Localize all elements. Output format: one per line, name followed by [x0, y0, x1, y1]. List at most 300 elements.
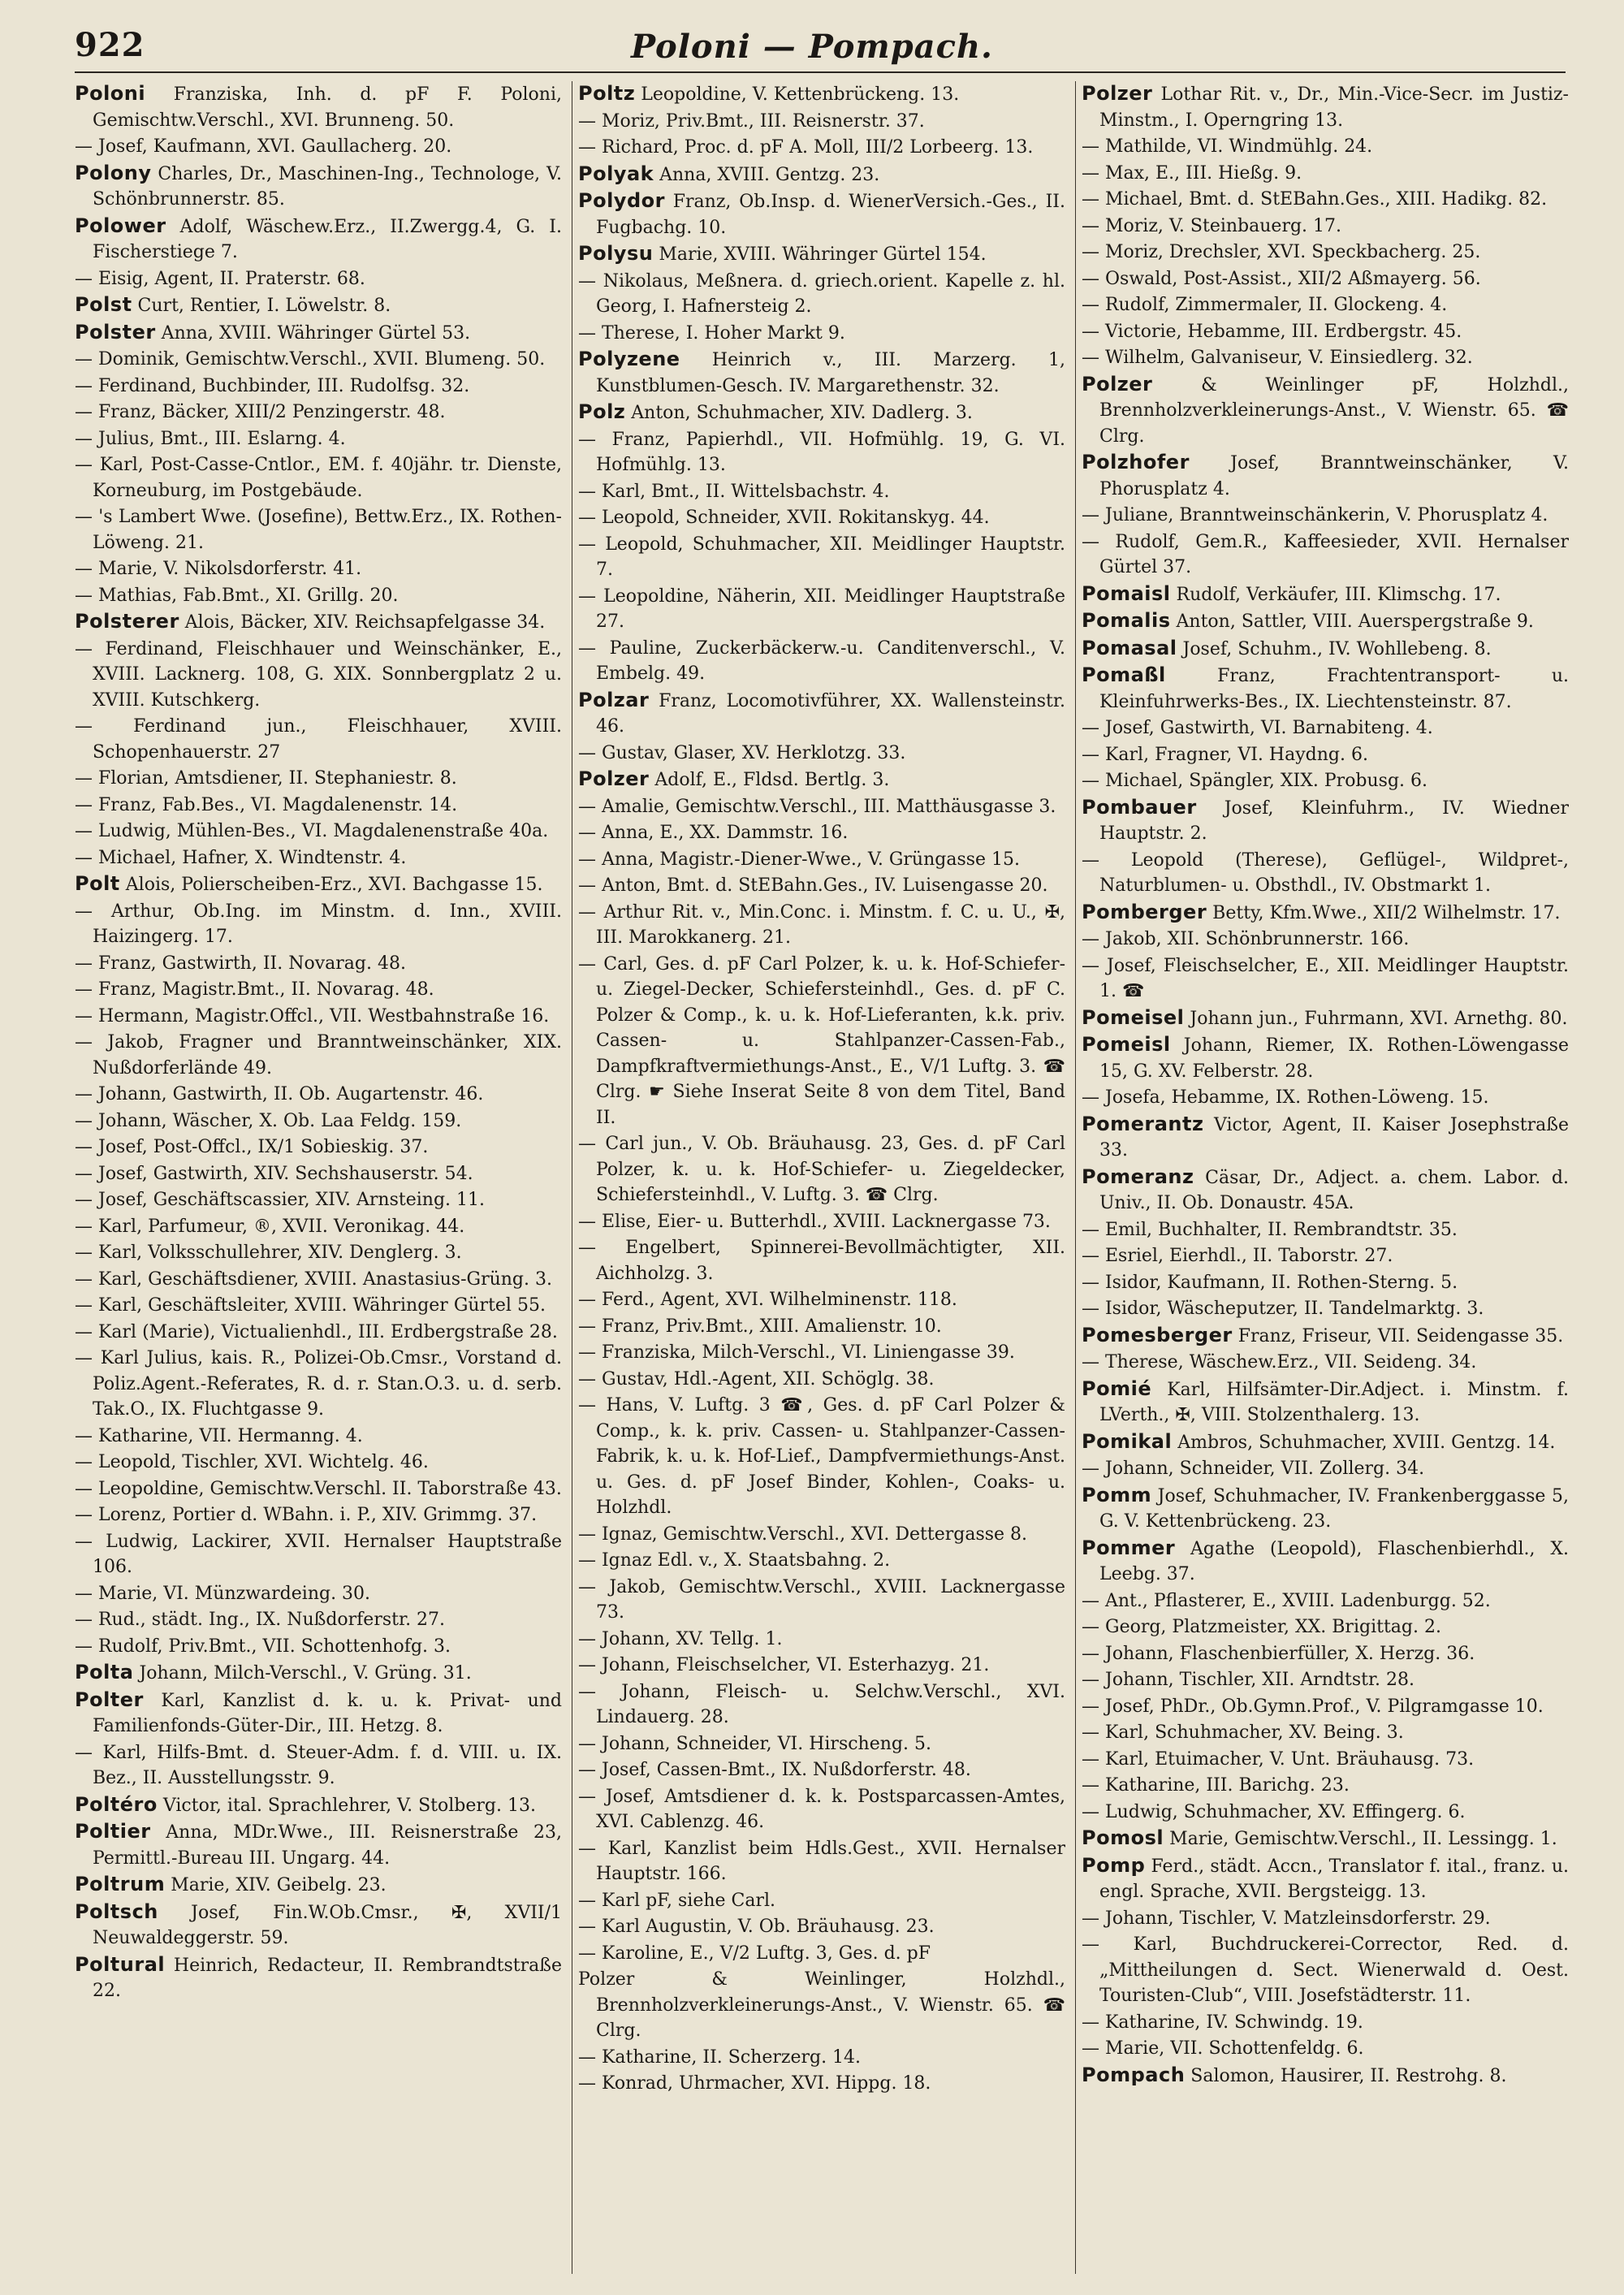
- directory-entry: [1082, 1456, 1569, 1482]
- entry-text: — Karl (Marie), Victualienhdl., III. Erdbergstraße 28.: [75, 1321, 558, 1342]
- directory-entry: [1082, 503, 1569, 529]
- entry-text: — Carl, Ges. d. pF Carl Polzer, k. u. k. Hof-Schiefer- u. Ziegel-Decker, Schiefersteinhdl., Ges. d. pF C. Polzer & Comp., k. u. k. Hof-Lieferanten, k.k. priv. Cassen- u. Stahlpanzer-Cassen-Fab., Dampfkraftvermiethungs-Anst., E., V/1 Luftg. 3. ☎ Clrg. ☛ Siehe Inserat Seite 8 von dem Titel, Band II.: [578, 953, 1065, 1128]
- directory-entry: [578, 1393, 1065, 1521]
- entry-text: — Karl, Hilfs-Bmt. d. Steuer-Adm. f. d. VIII. u. IX. Bez., II. Ausstellungsstr. 9.: [75, 1742, 562, 1788]
- directory-entry: [578, 1679, 1065, 1731]
- entry-text: — Johann, Tischler, XII. Arndtstr. 28.: [1082, 1670, 1415, 1690]
- entry-text: Anton, Sattler, VIII. Auerspergstraße 9.: [1170, 612, 1534, 632]
- entry-text: Franz, Friseur, VII. Seidengasse 35.: [1232, 1325, 1564, 1346]
- directory-entry: [75, 714, 562, 765]
- entry-text: — Franz, Bäcker, XIII/2 Penzingerstr. 48.: [75, 402, 446, 422]
- entry-text: — Katharine, II. Scherzerg. 14.: [578, 2046, 862, 2068]
- directory-entry: [1082, 1377, 1569, 1428]
- entry-text: — Ferdinand, Buchbinder, III. Rudolfsg. 32.: [75, 375, 470, 396]
- directory-entry: [578, 767, 1065, 793]
- entry-text: — Jakob, Fragner und Branntweinschänker, XIX. Nußdorferlände 49.: [75, 1032, 562, 1078]
- directory-entry: [1082, 663, 1569, 715]
- directory-entry: [578, 1367, 1065, 1393]
- directory-entry: [578, 847, 1065, 873]
- entry-text: — Michael, Bmt. d. StEBahn.Ges., XIII. Hadikg. 82.: [1082, 189, 1548, 210]
- entry-text: — Ferdinand jun., Fleischhauer, XVIII. Schopenhauerstr. 27: [75, 716, 562, 763]
- directory-entry: [578, 2045, 1065, 2071]
- entry-text: — Josef, Fleischselcher, E., XII. Meidlinger Hauptstr. 1. ☎: [1082, 955, 1569, 1001]
- entry-surname: Polzar: [578, 688, 650, 711]
- directory-entry: [75, 819, 562, 845]
- entry-text: — Johann, Wäscher, X. Ob. Laa Feldg. 159.: [75, 1110, 462, 1131]
- directory-entry: [1082, 1165, 1569, 1217]
- directory-entry: [1082, 1112, 1569, 1164]
- directory-entry: [1082, 1694, 1569, 1720]
- entry-text: — Juliane, Branntweinschänkerin, V. Phorusplatz 4.: [1082, 505, 1548, 525]
- directory-entry: [1082, 1217, 1569, 1243]
- directory-entry: [1082, 319, 1569, 345]
- directory-entry: [75, 1267, 562, 1293]
- entry-text: — Karl, Geschäftsdiener, XVIII. Anastasius-Grüng. 3.: [75, 1269, 552, 1290]
- entry-text: — Josef, Post-Offcl., IX/1 Sobieskig. 37.: [75, 1137, 429, 1157]
- entry-text: — Konrad, Uhrmacher, XVI. Hippg. 18.: [578, 2073, 931, 2094]
- entry-text: — Esriel, Eierhdl., II. Taborstr. 27.: [1082, 1246, 1393, 1266]
- entry-text: — Therese, Wäschew.Erz., VII. Seideng. 34.: [1082, 1352, 1477, 1372]
- entry-text: Anna, MDr.Wwe., III. Reisnerstraße 23, Permittl.-Bureau III. Ungarg. 44.: [93, 1822, 562, 1869]
- directory-entry: [1082, 161, 1569, 187]
- entry-text: — Max, E., III. Hießg. 9.: [1082, 162, 1302, 184]
- directory-entry: [75, 1952, 562, 2004]
- directory-entry: [578, 347, 1065, 399]
- entry-text: — Franz, Fab.Bes., VI. Magdalenenstr. 14.: [75, 794, 458, 815]
- entry-text: — Dominik, Gemischtw.Verschl., XVII. Blumeng. 50.: [75, 349, 546, 370]
- directory-entry: [578, 1888, 1065, 1914]
- directory-entry: [1082, 848, 1569, 899]
- column-1: [75, 81, 562, 2274]
- entry-text: — Rudolf, Priv.Bmt., VII. Schottenhofg. 3.: [75, 1636, 451, 1657]
- directory-entry: [1082, 636, 1569, 663]
- entry-text: — Karl, Fragner, VI. Haydng. 6.: [1082, 744, 1368, 765]
- directory-entry: [75, 1109, 562, 1135]
- directory-entry: [1082, 1296, 1569, 1322]
- entry-text: Heinrich v., III. Marzerg. 1, Kunstblumen-Gesch. IV. Margarethenstr. 32.: [596, 350, 1065, 396]
- entry-text: — Karl, Kanzlist beim Hdls.Gest., XVII. Hernalser Hauptstr. 166.: [578, 1838, 1065, 1884]
- directory-entry: [75, 583, 562, 609]
- entry-text: — Hermann, Magistr.Offcl., VII. Westbahnstraße 16.: [75, 1005, 550, 1026]
- entry-text: — Gustav, Glaser, XV. Herklotzg. 33.: [578, 742, 906, 763]
- entry-text: — Marie, VII. Schottenfeldg. 6.: [1082, 2038, 1364, 2059]
- directory-entry: [75, 845, 562, 871]
- entry-text: — Arthur Rit. v., Min.Conc. i. Minstm. f. C. u. U., ✠, III. Marokkanerg. 21.: [578, 901, 1065, 948]
- directory-entry: [75, 637, 562, 714]
- entry-surname: Pomaisl: [1082, 581, 1171, 605]
- entry-text: — Engelbert, Spinnerei-Bevollmächtigter, XII. Aichholzg. 3.: [578, 1238, 1065, 1284]
- entry-text: — Victorie, Hebamme, III. Erdbergstr. 45.: [1082, 321, 1462, 342]
- directory-entry: [1082, 240, 1569, 266]
- directory-entry: [578, 188, 1065, 240]
- directory-entry: [75, 1476, 562, 1502]
- directory-entry: [75, 1450, 562, 1476]
- entry-text: — Karl Augustin, V. Ob. Bräuhausg. 23.: [578, 1917, 935, 1937]
- entry-text: — Johann, Tischler, V. Matzleinsdorferstr. 29.: [1082, 1908, 1491, 1929]
- entry-text: — Leopold, Schneider, XVII. Rokitanskyg. 44.: [578, 508, 990, 528]
- directory-entry: [75, 556, 562, 582]
- entry-text: Leopoldine, V. Kettenbrückeng. 13.: [635, 84, 960, 105]
- directory-entry: [578, 900, 1065, 951]
- directory-entry: [75, 452, 562, 504]
- entry-text: — Leopoldine, Näherin, XII. Meidlinger Hauptstraße 27.: [578, 586, 1065, 632]
- directory-entry: [578, 427, 1065, 478]
- directory-entry: [1082, 953, 1569, 1005]
- entry-text: — Arthur, Ob.Ing. im Minstm. d. Inn., XVIII. Haizingerg. 17.: [75, 901, 562, 947]
- directory-entry: [75, 214, 562, 266]
- directory-entry: [578, 688, 1065, 740]
- directory-entry: [75, 1135, 562, 1160]
- entry-text: Polzer & Weinlinger, Holzhdl., Brennholzverkleinerungs-Anst., V. Wienstr. 65. ☎ Clrg.: [578, 1969, 1065, 2041]
- entry-surname: Polysu: [578, 242, 654, 265]
- directory-entry: [1082, 214, 1569, 240]
- entry-text: Marie, XVIII. Währinger Gürtel 154.: [653, 244, 987, 265]
- directory-entry: [75, 81, 562, 133]
- directory-entry: [578, 1287, 1065, 1313]
- entry-surname: Poloni: [75, 82, 146, 105]
- entry-surname: Polydor: [578, 189, 665, 212]
- directory-entry: [75, 134, 562, 160]
- directory-entry: [1082, 1720, 1569, 1746]
- entry-text: — 's Lambert Wwe. (Josefine), Bettw.Erz., IX. Rothen-Löweng. 21.: [75, 507, 562, 553]
- entry-text: — Nikolaus, Meßnera. d. griech.orient. Kapelle z. hl. Georg, I. Hafnersteig 2.: [578, 270, 1065, 317]
- directory-entry: [1082, 768, 1569, 794]
- entry-text: Victor, Agent, II. Kaiser Josephstraße 33.: [1099, 1114, 1569, 1160]
- entry-text: — Ludwig, Lackirer, XVII. Hernalser Hauptstraße 106.: [75, 1531, 562, 1577]
- entry-text: — Karl, Bmt., II. Wittelsbachstr. 4.: [578, 481, 890, 502]
- directory-entry: [75, 1819, 562, 1871]
- entry-text: — Georg, Platzmeister, XX. Brigittag. 2.: [1082, 1617, 1441, 1637]
- directory-entry: [1082, 2036, 1569, 2062]
- entry-surname: Polsterer: [75, 610, 179, 633]
- entry-surname: Polyzene: [578, 348, 680, 370]
- entry-text: Karl, Hilfsämter-Dir.Adject. i. Minstm. f. LVerth., ✠, VIII. Stolzenthalerg. 13.: [1099, 1379, 1569, 1425]
- directory-entry: [578, 1836, 1065, 1887]
- directory-entry: [578, 269, 1065, 320]
- entry-text: — Karl, Buchdruckerei-Corrector, Red. d. „Mittheilungen d. Sect. Wienerwald d. Oest. Touristen-Club“, VIII. Josefstädterstr. 11.: [1082, 1934, 1569, 2006]
- entry-surname: Pomeranz: [1082, 1165, 1194, 1188]
- entry-text: Ambros, Schuhmacher, XVIII. Gentzg. 14.: [1172, 1432, 1556, 1453]
- entry-text: Franz, Locomotivführer, XX. Wallensteinstr. 46.: [596, 690, 1065, 737]
- entry-text: Heinrich, Redacteur, II. Rembrandtstraße 22.: [93, 1955, 562, 2001]
- entry-text: Adolf, E., Fldsd. Bertlg. 3.: [649, 770, 890, 790]
- entry-text: — Ignaz, Gemischtw.Verschl., XVI. Dettergasse 8.: [578, 1524, 1028, 1545]
- column-2: [578, 81, 1065, 2274]
- entry-text: — Ant., Pflasterer, E., XVIII. Ladenburgg. 52.: [1082, 1590, 1491, 1611]
- directory-entry: [75, 1082, 562, 1108]
- entry-text: — Karl, Etuimacher, V. Unt. Bräuhausg. 73.: [1082, 1748, 1475, 1770]
- entry-text: — Julius, Bmt., III. Eslarng. 4.: [75, 428, 346, 449]
- entry-text: — Franz, Gastwirth, II. Novarag. 48.: [75, 953, 406, 974]
- directory-entry: [578, 1575, 1065, 1626]
- entry-text: — Mathias, Fab.Bmt., XI. Grillg. 20.: [75, 585, 399, 606]
- entry-surname: Pommer: [1082, 1536, 1176, 1559]
- entry-text: Lothar Rit. v., Dr., Min.-Vice-Secr. im Justiz-Minstm., I. Operngring 13.: [1099, 84, 1569, 131]
- entry-surname: Polower: [75, 214, 166, 237]
- entry-text: — Karl, Schuhmacher, XV. Being. 3.: [1082, 1722, 1404, 1743]
- directory-entry: [578, 135, 1065, 161]
- entry-text: — Ferd., Agent, XVI. Wilhelminenstr. 118.: [578, 1290, 957, 1310]
- directory-entry: [578, 1314, 1065, 1340]
- entry-surname: Poltz: [578, 82, 636, 105]
- entry-text: — Elise, Eier- u. Butterhdl., XVIII. Lacknergasse 73.: [578, 1211, 1051, 1232]
- directory-entry: [75, 1214, 562, 1240]
- entry-text: — Josef, PhDr., Ob.Gymn.Prof., V. Pilgramgasse 10.: [1082, 1696, 1544, 1717]
- directory-entry: [578, 479, 1065, 505]
- entry-text: — Anna, E., XX. Dammstr. 16.: [578, 823, 849, 843]
- directory-entry: [75, 320, 562, 347]
- entry-surname: Pomerantz: [1082, 1112, 1204, 1135]
- entry-surname: Poltier: [75, 1820, 151, 1843]
- entry-text: — Johann, XV. Tellg. 1.: [578, 1628, 783, 1649]
- entry-text: — Karl, Parfumeur, ®, XVII. Veronikag. 44.: [75, 1216, 465, 1237]
- entry-surname: Polst: [75, 293, 132, 316]
- directory-entry: [75, 977, 562, 1003]
- entry-text: Josef, Kleinfuhrm., IV. Wiedner Hauptstr. 2.: [1099, 797, 1569, 844]
- entry-text: — Karl, Volksschullehrer, XIV. Denglerg. 3.: [75, 1243, 462, 1263]
- directory-entry: [1082, 1853, 1569, 1905]
- entry-text: — Anton, Bmt. d. StEBahn.Ges., IV. Luisengasse 20.: [578, 875, 1048, 896]
- entry-text: — Wilhelm, Galvaniseur, V. Einsiedlerg. 32.: [1082, 348, 1473, 368]
- directory-entry: [1082, 1085, 1569, 1111]
- directory-entry: [75, 1502, 562, 1528]
- directory-entry: [578, 2071, 1065, 2097]
- entry-text: — Johann, Fleisch- u. Selchw.Verschl., XVI. Lindauerg. 28.: [578, 1681, 1065, 1727]
- entry-text: — Carl jun., V. Ob. Bräuhausg. 23, Ges. d. pF Carl Polzer, k. u. k. Hof-Schiefer- u. Ziegeldecker, Schiefersteinhdl., V. Luftg. 3. ☎ Clrg.: [578, 1134, 1065, 1205]
- entry-text: Johann, Milch-Verschl., V. Grüng. 31.: [133, 1663, 472, 1683]
- entry-text: Johann jun., Fuhrmann, XVI. Arnethg. 80.: [1184, 1008, 1568, 1029]
- directory-entry: [578, 794, 1065, 820]
- directory-entry: [75, 292, 562, 319]
- directory-entry: [75, 1320, 562, 1346]
- entry-surname: Polzer: [1082, 82, 1153, 105]
- directory-entry: [75, 161, 562, 213]
- directory-entry: [1082, 1350, 1569, 1376]
- entry-text: Victor, ital. Sprachlehrer, V. Stolberg. 13.: [157, 1795, 536, 1816]
- directory-entry: [75, 1030, 562, 1081]
- entry-text: Anna, XVIII. Gentzg. 23.: [654, 164, 880, 185]
- entry-text: Franz, Ob.Insp. d. WienerVersich.-Ges., II. Fugbachg. 10.: [596, 192, 1065, 238]
- directory-entry: [578, 1235, 1065, 1286]
- entry-text: — Isidor, Kaufmann, II. Rothen-Sterng. 5.: [1082, 1272, 1458, 1293]
- entry-text: — Franz, Priv.Bmt., XIII. Amalienstr. 10.: [578, 1316, 942, 1337]
- entry-text: — Eisig, Agent, II. Praterstr. 68.: [75, 268, 365, 289]
- entry-surname: Pomasal: [1082, 636, 1177, 659]
- entry-text: — Leopold (Therese), Geflügel-, Wildpret-, Naturblumen- u. Obsthdl., IV. Obstmarkt 1.: [1082, 849, 1569, 896]
- directory-entry: [578, 873, 1065, 899]
- entry-text: Josef, Branntweinschänker, V. Phorusplatz 4.: [1099, 453, 1569, 499]
- directory-entry: [578, 532, 1065, 583]
- entry-text: — Moriz, V. Steinbauerg. 17.: [1082, 215, 1342, 236]
- directory-entry: [75, 504, 562, 555]
- entry-text: Anna, XVIII. Währinger Gürtel 53.: [155, 322, 471, 344]
- entry-text: Marie, Gemischtw.Verschl., II. Lessingg. 1.: [1164, 1829, 1557, 1849]
- entry-surname: Pomm: [1082, 1483, 1152, 1506]
- directory-entry: [75, 1660, 562, 1687]
- entry-text: — Karl, Geschäftsleiter, XVIII. Währinger Gürtel 55.: [75, 1295, 546, 1316]
- entry-text: — Franziska, Milch-Verschl., VI. Liniengasse 39.: [578, 1342, 1015, 1363]
- directory-entry: [1082, 581, 1569, 608]
- directory-entry: [75, 374, 562, 400]
- directory-entry: [1082, 1614, 1569, 1640]
- entry-surname: Polzhofer: [1082, 451, 1190, 473]
- directory-entry: [75, 951, 562, 977]
- directory-entry: [1082, 187, 1569, 213]
- entry-text: — Johann, Fleischselcher, VI. Esterhazyg. 21.: [578, 1655, 990, 1675]
- entry-text: — Florian, Amtsdiener, II. Stephaniestr. 8.: [75, 768, 457, 789]
- directory-entry: [1082, 608, 1569, 635]
- directory-entry: [578, 820, 1065, 846]
- directory-entry: [578, 1209, 1065, 1235]
- directory-entry: [1082, 1536, 1569, 1588]
- entry-text: — Richard, Proc. d. pF A. Moll, III/2 Lorbeerg. 13.: [578, 137, 1034, 158]
- entry-surname: Pompach: [1082, 2063, 1186, 2086]
- entry-surname: Pomp: [1082, 1853, 1146, 1877]
- entry-text: Karl, Kanzlist d. k. u. k. Privat- und Familienfonds-Güter-Dir., III. Hetzg. 8.: [93, 1690, 562, 1736]
- entry-text: Curt, Rentier, I. Löwelstr. 8.: [132, 296, 391, 316]
- entry-text: — Hans, V. Luftg. 3 ☎, Ges. d. pF Carl Polzer & Comp., k. k. priv. Cassen- u. Stahlpanzer-Cassen-Fabrik, k. u. k. Hof-Lief., Dampfvermiethungs-Anst. u. Ges. d. pF Josef Binder, Kohlen-, Coaks- u. Holzhdl.: [578, 1395, 1065, 1518]
- entry-text: Anton, Schuhmacher, XIV. Dadlerg. 3.: [625, 403, 973, 423]
- directory-entry: [75, 1634, 562, 1660]
- entry-surname: Polzer: [1082, 372, 1153, 395]
- directory-entry: [1082, 1588, 1569, 1614]
- directory-entry: [75, 1900, 562, 1951]
- directory-entry: [1082, 1826, 1569, 1852]
- entry-text: — Ludwig, Mühlen-Bes., VI. Magdalenenstraße 40a.: [75, 821, 549, 841]
- directory-entry: [75, 1187, 562, 1213]
- entry-text: Alois, Bäcker, XIV. Reichsapfelgasse 34.: [179, 612, 546, 633]
- entry-surname: Polster: [75, 320, 156, 344]
- entry-text: — Marie, V. Nikolsdorferstr. 41.: [75, 559, 362, 579]
- directory-entry: [75, 1346, 562, 1423]
- entry-text: — Mathilde, VI. Windmühlg. 24.: [1082, 136, 1373, 157]
- entry-text: — Katharine, III. Barichg. 23.: [1082, 1775, 1350, 1796]
- directory-entry: [75, 871, 562, 898]
- entry-text: — Michael, Spängler, XIX. Probusg. 6.: [1082, 771, 1428, 791]
- entry-text: Johann, Riemer, IX. Rothen-Löwengasse 15, G. XV. Felberstr. 28.: [1099, 1035, 1569, 1082]
- directory-entry: [75, 1240, 562, 1266]
- directory-entry: [578, 1967, 1065, 2044]
- entry-text: — Franz, Magistr.Bmt., II. Novarag. 48.: [75, 979, 434, 1000]
- entry-text: & Weinlinger pF, Holzhdl., Brennholzverkleinerungs-Anst., V. Wienstr. 65. ☎ Clrg.: [1099, 374, 1569, 447]
- directory-entry: [578, 1731, 1065, 1757]
- entry-surname: Polzer: [578, 767, 650, 790]
- directory-entry: [1082, 372, 1569, 450]
- entry-text: Charles, Dr., Maschinen-Ing., Technologe, V. Schönbrunnerstr. 85.: [93, 163, 562, 210]
- entry-text: — Moriz, Drechsler, XVI. Speckbacherg. 25.: [1082, 242, 1481, 262]
- entry-text: — Johann, Schneider, VI. Hirscheng. 5.: [578, 1733, 931, 1754]
- entry-surname: Polyak: [578, 162, 654, 185]
- directory-entry: [1082, 1800, 1569, 1826]
- directory-entry: [1082, 795, 1569, 847]
- entry-text: — Isidor, Wäscheputzer, II. Tandelmarktg. 3.: [1082, 1299, 1484, 1319]
- directory-entry: [1082, 715, 1569, 741]
- directory-entry: [75, 609, 562, 636]
- entry-text: — Josef, Amtsdiener d. k. k. Postsparcassen-Amtes, XVI. Cablenzg. 46.: [578, 1786, 1065, 1832]
- directory-entry: [578, 1784, 1065, 1835]
- directory-entry: [75, 266, 562, 292]
- directory-entry: [75, 400, 562, 426]
- directory-entry: [578, 1914, 1065, 1940]
- directory-entry: [578, 162, 1065, 188]
- running-head: Poloni — Pompach.: [631, 28, 993, 66]
- directory-entry: [1082, 2010, 1569, 2036]
- directory-entry: [578, 1340, 1065, 1366]
- entry-text: — Amalie, Gemischtw.Verschl., III. Matthäusgasse 3.: [578, 796, 1056, 817]
- entry-text: Agathe (Leopold), Flaschenbierhdl., X. Leebg. 37.: [1099, 1538, 1569, 1584]
- directory-entry: [578, 636, 1065, 687]
- entry-surname: Polt: [75, 872, 120, 895]
- directory-entry: [578, 1131, 1065, 1208]
- entry-text: — Pauline, Zuckerbäckerw.-u. Canditenverschl., V. Embelg. 49.: [578, 638, 1065, 684]
- entry-surname: Pomesberger: [1082, 1323, 1233, 1346]
- directory-entry: [1082, 1323, 1569, 1350]
- directory-entry: [1082, 1667, 1569, 1693]
- entry-text: — Jakob, XII. Schönbrunnerstr. 166.: [1082, 929, 1410, 949]
- directory-entry: [578, 1548, 1065, 1574]
- entry-text: Rudolf, Verkäufer, III. Klimschg. 17.: [1170, 584, 1501, 605]
- directory-entry: [1082, 529, 1569, 581]
- directory-entry: [75, 1581, 562, 1607]
- directory-entry: [1082, 1773, 1569, 1799]
- entry-text: — Rud., städt. Ing., IX. Nußdorferstr. 27.: [75, 1610, 446, 1630]
- entry-surname: Polony: [75, 161, 152, 184]
- directory-entry: [1082, 1906, 1569, 1932]
- header-rule: [75, 71, 1566, 73]
- entry-text: — Johann, Gastwirth, II. Ob. Augartenstr. 46.: [75, 1084, 484, 1104]
- entry-text: — Katharine, VII. Hermanng. 4.: [75, 1425, 363, 1446]
- entry-text: — Rudolf, Gem.R., Kaffeesieder, XVII. Hernalser Gürtel 37.: [1082, 531, 1569, 577]
- directory-entry: [1082, 1270, 1569, 1296]
- directory-entry: [1082, 927, 1569, 953]
- directory-entry: [578, 1627, 1065, 1653]
- entry-surname: Pomosl: [1082, 1826, 1164, 1849]
- entry-text: — Josef, Gastwirth, VI. Barnabiteng. 4.: [1082, 718, 1433, 738]
- directory-entry: [578, 321, 1065, 347]
- directory-entry: [75, 1004, 562, 1030]
- entry-surname: Pomié: [1082, 1377, 1152, 1400]
- entry-surname: Pomalis: [1082, 609, 1171, 632]
- entry-surname: Poltrum: [75, 1873, 166, 1895]
- entry-text: — Leopold, Tischler, XVI. Wichtelg. 46.: [75, 1452, 429, 1472]
- directory-entry: [1082, 1429, 1569, 1456]
- entry-surname: Polta: [75, 1661, 134, 1683]
- directory-entry: [75, 1688, 562, 1740]
- directory-entry: [75, 1293, 562, 1319]
- directory-entry: [578, 1522, 1065, 1548]
- directory-entry: [1082, 81, 1569, 133]
- directory-entry: [578, 109, 1065, 135]
- directory-entry: [578, 241, 1065, 268]
- entry-text: — Karl Julius, kais. R., Polizei-Ob.Cmsr., Vorstand d. Poliz.Agent.-Referates, R. d. r. Stan.O.3. u. d. serb. Tak.O., IX. Fluchtgasse 9.: [75, 1348, 562, 1420]
- directory-entry: [1082, 2063, 1569, 2090]
- entry-text: — Josef, Geschäftscassier, XIV. Arnsteing. 11.: [75, 1190, 486, 1210]
- entry-surname: Pombauer: [1082, 795, 1197, 819]
- entry-text: — Rudolf, Zimmermaler, II. Glockeng. 4.: [1082, 295, 1448, 315]
- entry-text: Josef, Schuhm., IV. Wohllebeng. 8.: [1177, 638, 1492, 659]
- entry-text: — Karl, Post-Casse-Cntlor., EM. f. 40jähr. tr. Dienste, Korneuburg, im Postgebäude.: [75, 455, 562, 501]
- entry-text: Adolf, Wäschew.Erz., II.Zwergg.4, G. I. Fischerstiege 7.: [93, 216, 562, 262]
- directory-entry: [75, 347, 562, 373]
- directory-entry: [75, 899, 562, 950]
- entry-text: — Michael, Hafner, X. Windtenstr. 4.: [75, 847, 407, 868]
- directory-entry: [578, 505, 1065, 531]
- entry-surname: Poltural: [75, 1952, 166, 1976]
- entry-text: Josef, Fin.W.Ob.Cmsr., ✠, XVII/1 Neuwaldeggerstr. 59.: [93, 1902, 562, 1948]
- directory-entry: [578, 741, 1065, 767]
- entry-text: — Gustav, Hdl.-Agent, XII. Schöglg. 38.: [578, 1368, 935, 1390]
- entry-surname: Poltsch: [75, 1900, 158, 1923]
